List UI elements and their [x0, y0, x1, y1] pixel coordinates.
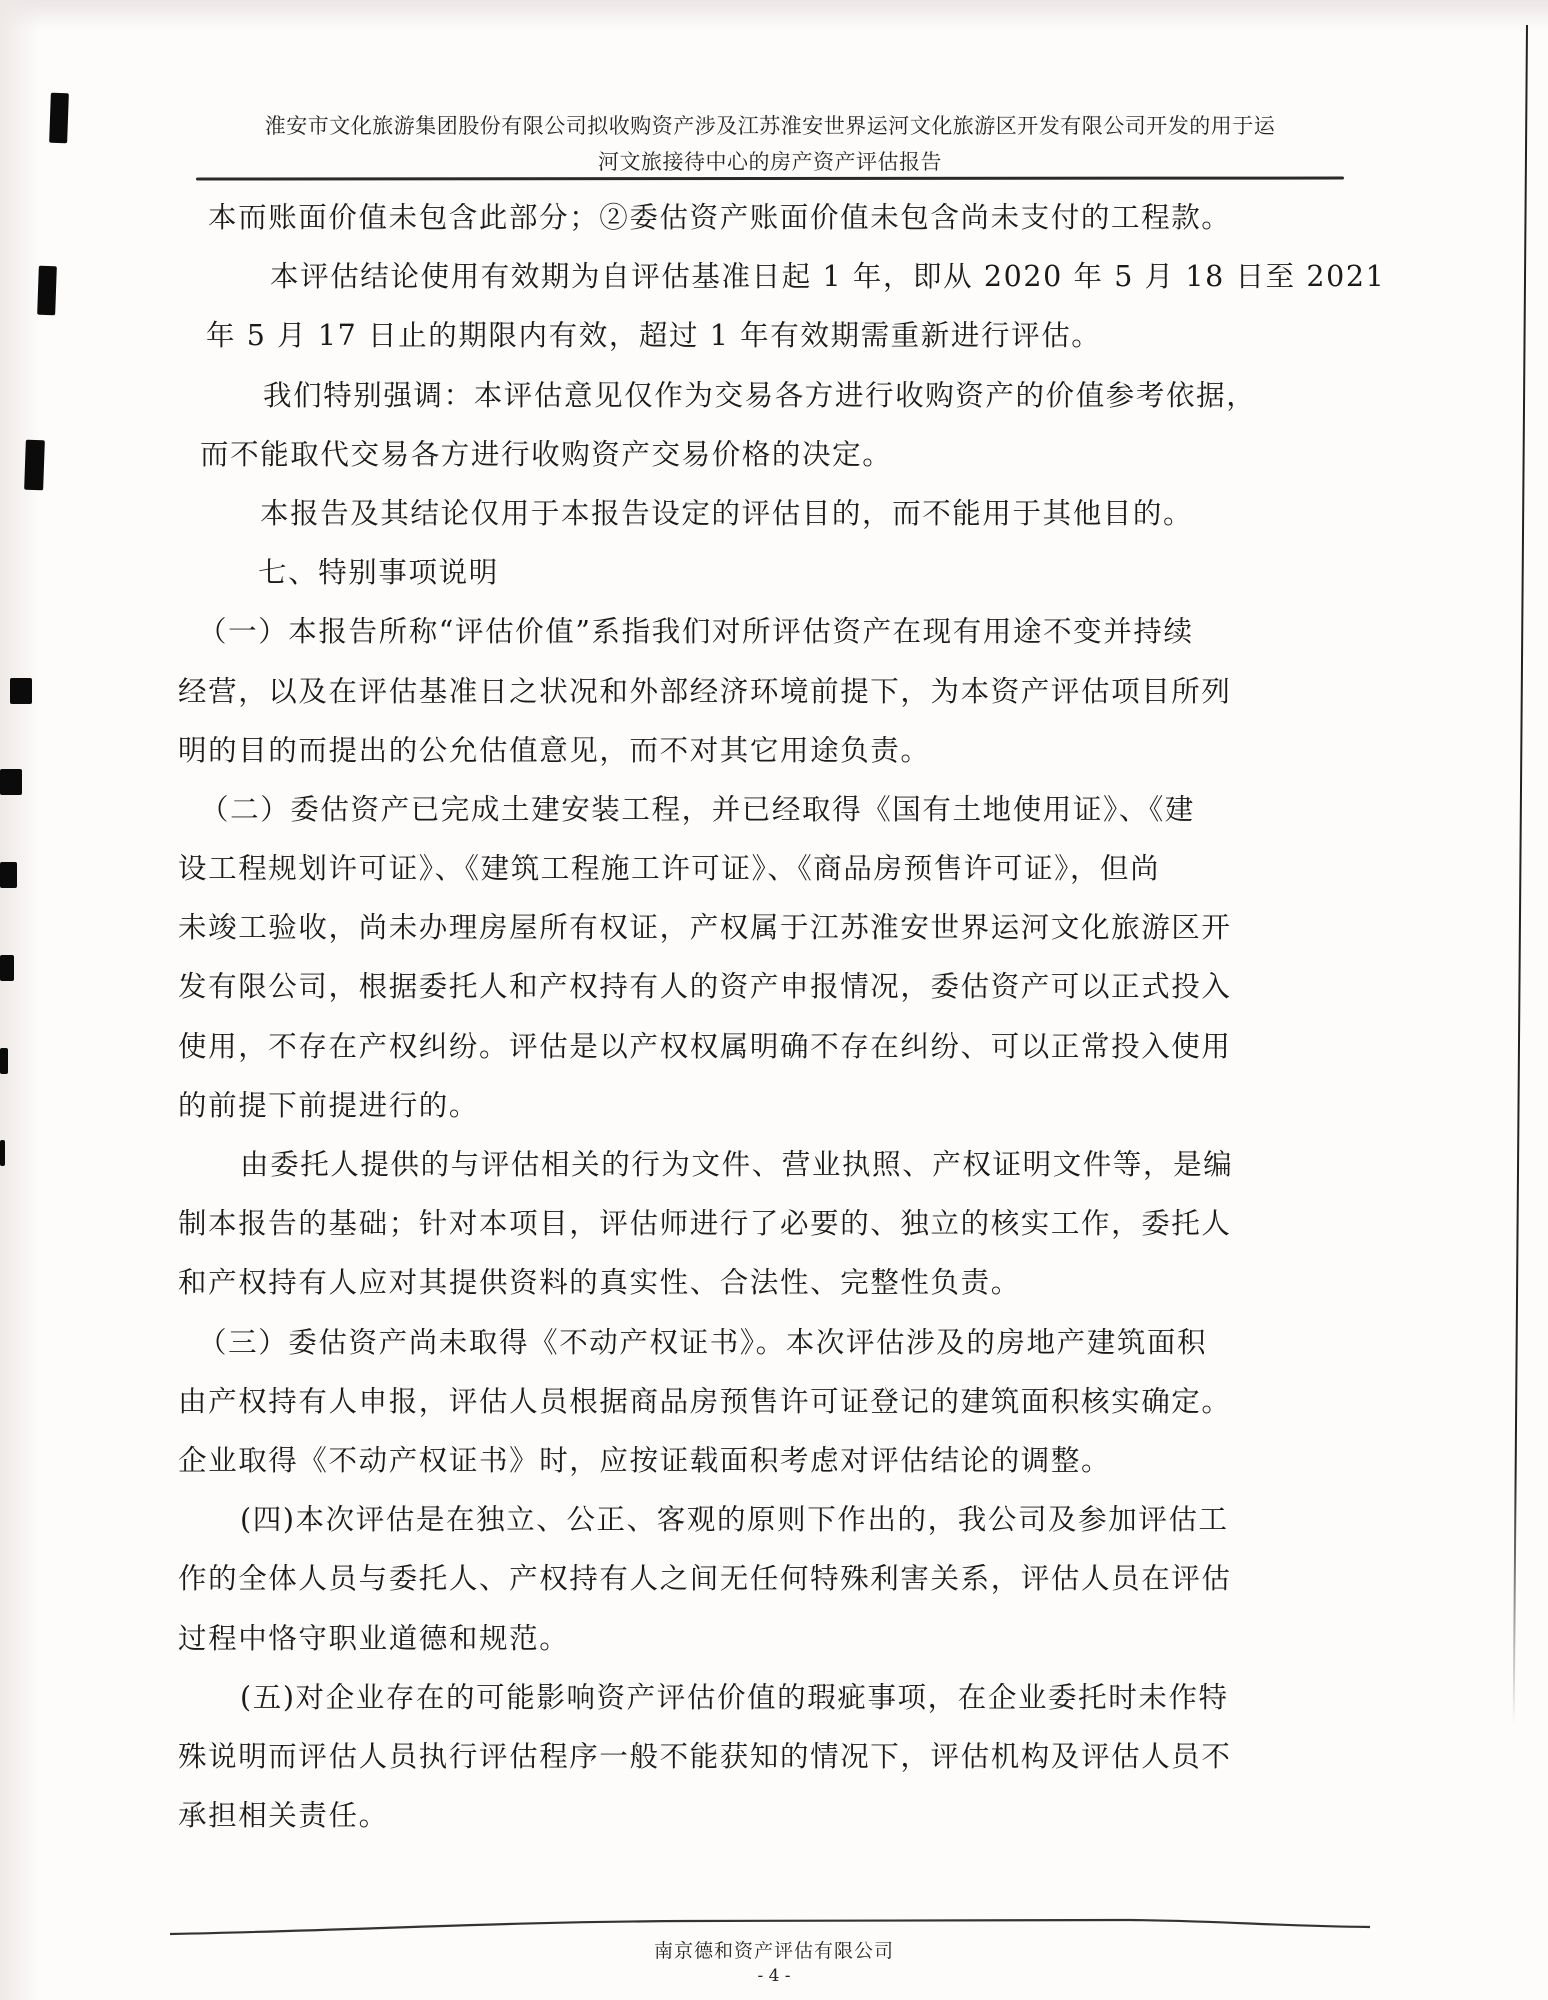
text-line: 明的目的而提出的公允估值意见，而不对其它用途负责。: [178, 733, 931, 767]
document-body: [178, 188, 1386, 1845]
text-line: 我们特别强调：本评估意见仅作为交易各方进行收购资产的价值参考依据，: [263, 378, 1257, 412]
text-line: （三）委估资产尚未取得《不动产权证书》。本次评估涉及的房地产建筑面积: [198, 1325, 1208, 1359]
text-line: 本而账面价值未包含此部分；②委估资产账面价值未包含尚未支付的工程款。: [208, 201, 1232, 234]
footer-divider: [170, 1918, 1370, 1938]
text-line: （二）委估资产已完成土建安装工程，并已经取得《国有土地使用证》、《建: [200, 792, 1195, 826]
page-number: - 4 -: [757, 1966, 791, 1986]
binding-mark: [10, 678, 32, 704]
text-line: 发有限公司，根据委托人和产权持有人的资产申报情况，委估资产可以正式投入: [178, 970, 1232, 1004]
text-line: 本评估结论使用有效期为自评估基准日起 1 年，即从 2020 年 5 月 18 日至 2021: [270, 260, 1386, 294]
text-line: 而不能取代交易各方进行收购资产交易价格的决定。: [200, 437, 893, 471]
text-line: 作的全体人员与委托人、产权持有人之间无任何特殊利害关系，评估人员在评估: [178, 1562, 1232, 1596]
text-line: （一）本报告所称“评估价值”系指我们对所评估资产在现有用途不变并持续: [198, 615, 1194, 649]
scan-shadow-top: [0, 0, 1548, 30]
binding-mark: [24, 440, 45, 491]
header-title-line-1: 淮安市文化旅游集团股份有限公司拟收购资产涉及江苏淮安世界运河文化旅游区开发有限公司开发的用于运: [264, 114, 1276, 138]
text-line: 承担相关责任。: [178, 1799, 389, 1833]
header-title-line-2: 河文旅接待中心的房产资产评估报告: [598, 150, 942, 174]
text-line: 年 5 月 17 日止的期限内有效，超过 1 年有效期需重新进行评估。: [206, 319, 1102, 353]
text-line: 使用，不存在产权纠纷。评估是以产权权属明确不存在纠纷、可以正常投入使用: [178, 1029, 1232, 1063]
section-heading: 七、特别事项说明: [258, 556, 499, 590]
scan-shadow-left: [0, 0, 40, 2000]
paragraph-text: 本报告及其结论仅用于本报告设定的评估目的，而不能用于其他目的。: [260, 496, 1194, 530]
text-line: 的前提下前提进行的。: [178, 1088, 480, 1122]
text-line: 和产权持有人应对其提供资料的真实性、合法性、完整性负责。: [178, 1266, 1021, 1300]
text-line: 由委托人提供的与评估相关的行为文件、营业执照、产权证明文件等，是编: [240, 1148, 1234, 1181]
binding-mark: [37, 266, 57, 316]
binding-mark: [0, 862, 17, 888]
text-line: 未竣工验收，尚未办理房屋所有权证，产权属于江苏淮安世界运河文化旅游区开: [178, 911, 1232, 945]
running-header: [195, 108, 1345, 180]
text-line: 殊说明而评估人员执行评估程序一般不能获知的情况下，评估机构及评估人员不: [178, 1739, 1232, 1773]
binding-mark: [0, 955, 14, 981]
binding-mark: [0, 1048, 8, 1074]
footer-company-name: 南京德和资产评估有限公司: [653, 1940, 894, 1962]
binding-mark: [0, 769, 22, 795]
text-line: 经营，以及在评估基准日之状况和外部经济环境前提下，为本资产评估项目所列: [178, 674, 1232, 708]
text-line: 过程中恪守职业道德和规范。: [178, 1621, 570, 1655]
text-line: (四)本次评估是在独立、公正、客观的原则下作出的，我公司及参加评估工: [240, 1503, 1229, 1537]
text-line: (五)对企业存在的可能影响资产评估价值的瑕疵事项，在企业委托时未作特: [240, 1680, 1229, 1714]
text-line: 由产权持有人申报，评估人员根据商品房预售许可证登记的建筑面积核实确定。: [178, 1384, 1232, 1418]
text-line: 制本报告的基础；针对本项目，评估师进行了必要的、独立的核实工作，委托人: [178, 1207, 1232, 1241]
page-edge-line: [1513, 25, 1528, 1725]
binding-mark: [49, 93, 69, 144]
binding-mark: [0, 1140, 5, 1166]
text-line: 企业取得《不动产权证书》时，应按证载面积考虑对评估结论的调整。: [178, 1443, 1112, 1477]
text-line: 设工程规划许可证》、《建筑工程施工许可证》、《商品房预售许可证》，但尚: [178, 852, 1161, 886]
